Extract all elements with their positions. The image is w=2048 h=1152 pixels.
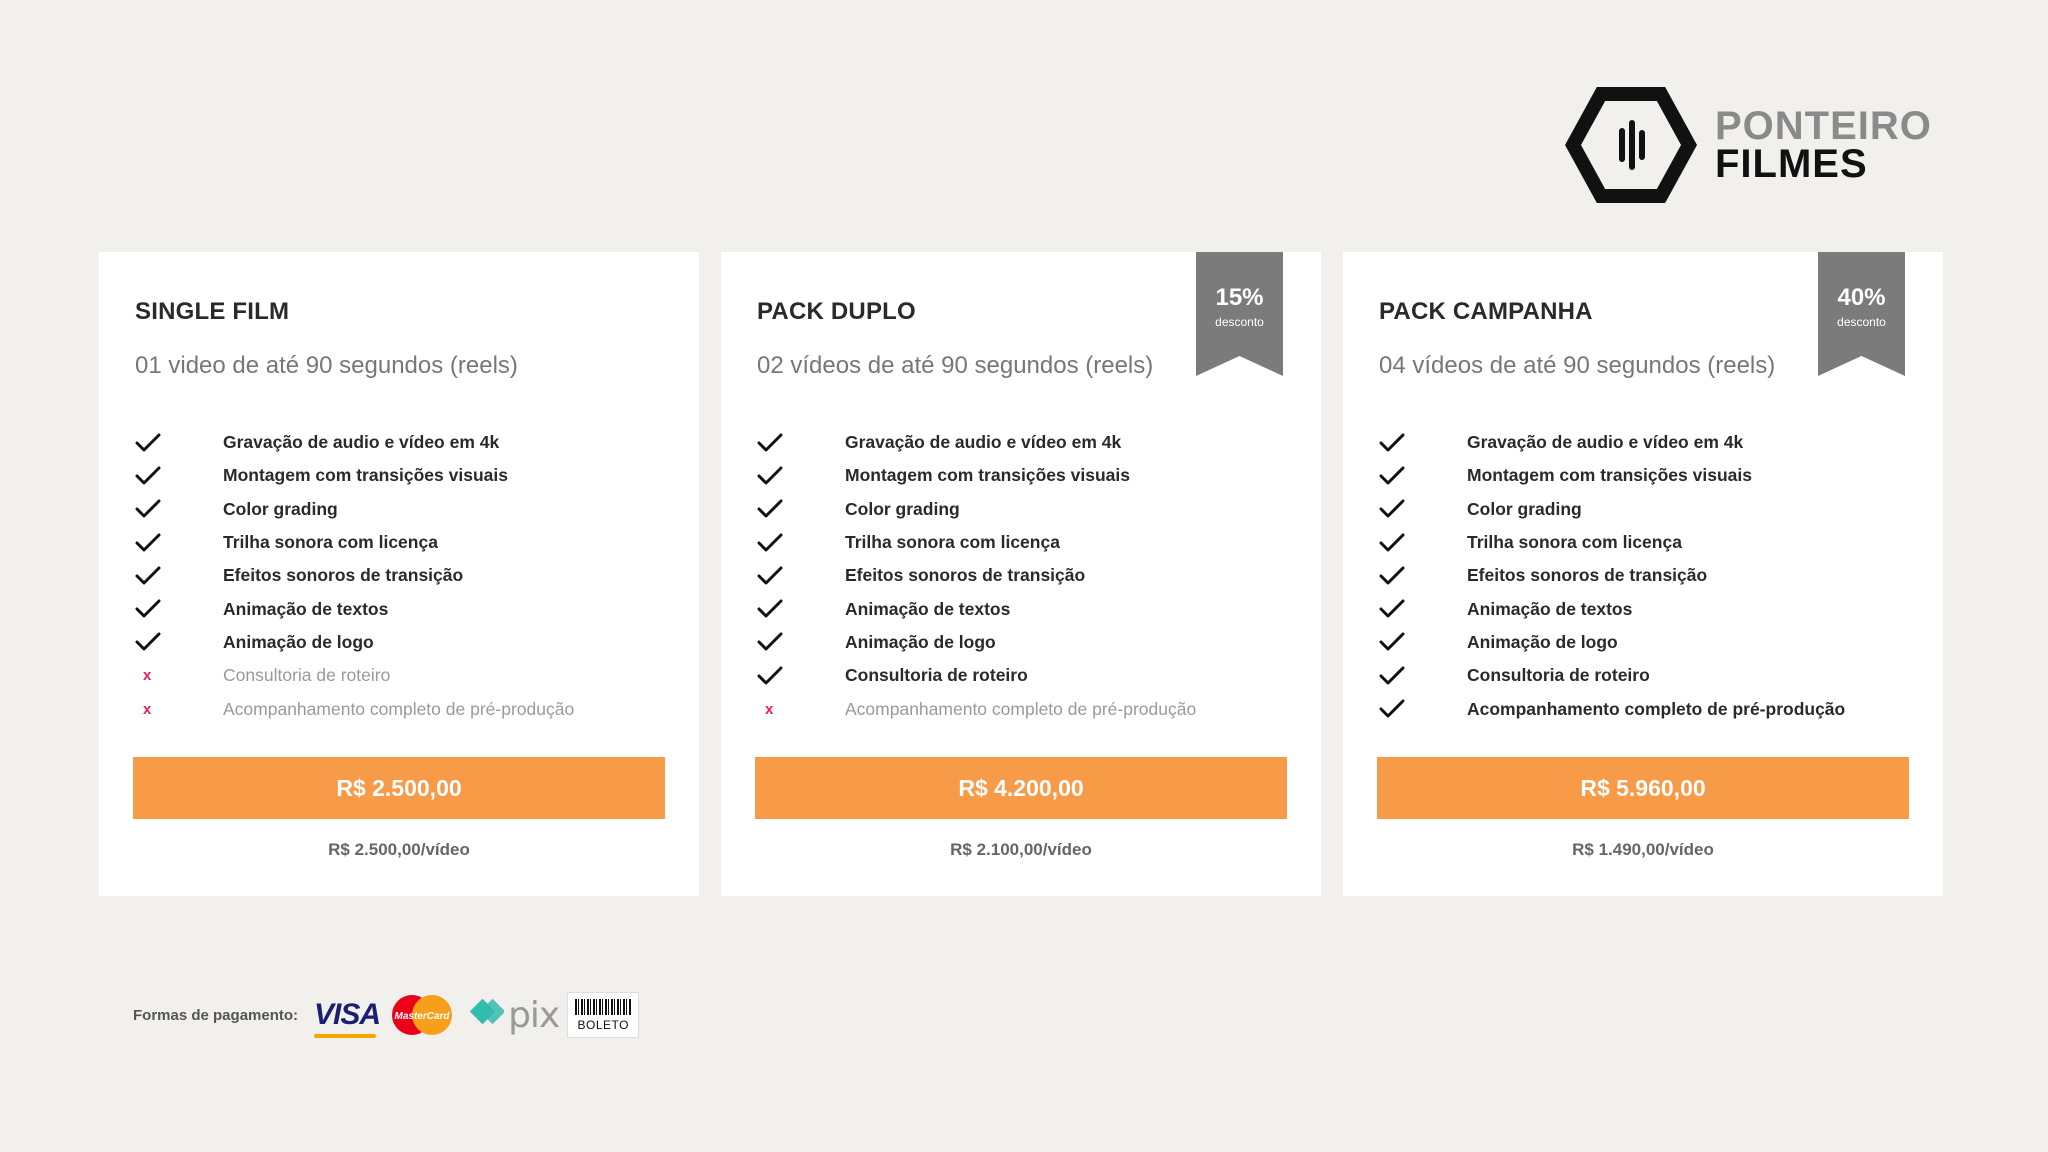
feature-text: Consultoria de roteiro bbox=[223, 665, 391, 686]
plan-title: PACK DUPLO bbox=[757, 298, 916, 325]
feature-item bbox=[1379, 592, 1845, 625]
feature-text: Trilha sonora com licença bbox=[1467, 532, 1682, 553]
feature-text: Consultoria de roteiro bbox=[845, 665, 1028, 686]
check-icon bbox=[757, 632, 845, 652]
cross-icon: x bbox=[143, 667, 152, 685]
boleto-icon bbox=[567, 992, 639, 1038]
feature-item bbox=[757, 526, 1196, 559]
feature-list bbox=[757, 426, 1196, 726]
feature-text: Animação de logo bbox=[223, 631, 374, 652]
feature-text: Montagem com transições visuais bbox=[845, 465, 1130, 486]
feature-text: Animação de logo bbox=[1467, 631, 1618, 652]
check-icon bbox=[135, 466, 223, 486]
feature-item bbox=[135, 559, 574, 592]
discount-ribbon bbox=[1196, 252, 1283, 376]
feature-item bbox=[1379, 526, 1845, 559]
check-icon bbox=[757, 499, 845, 519]
price-per-video: R$ 1.490,00/vídeo bbox=[1572, 840, 1714, 859]
feature-item bbox=[757, 592, 1196, 625]
check-icon bbox=[1379, 632, 1467, 652]
check-icon bbox=[1379, 599, 1467, 619]
pix-text: pix bbox=[508, 994, 560, 1036]
price-button[interactable]: R$ 2.500,00 bbox=[133, 757, 665, 819]
feature-item bbox=[135, 692, 574, 725]
feature-text: Gravação de audio e vídeo em 4k bbox=[1467, 432, 1744, 453]
feature-text: Color grading bbox=[1467, 498, 1582, 519]
visa-icon bbox=[314, 998, 380, 1032]
feature-text: Animação de textos bbox=[223, 598, 389, 619]
check-icon bbox=[757, 599, 845, 619]
price-per-video: R$ 2.500,00/vídeo bbox=[328, 840, 470, 859]
discount-percent: 15% bbox=[1215, 284, 1264, 311]
feature-text: Gravação de audio e vídeo em 4k bbox=[845, 432, 1122, 453]
feature-text: Animação de logo bbox=[845, 631, 996, 652]
feature-text: Acompanhamento completo de pré-produção bbox=[845, 698, 1197, 719]
check-icon bbox=[1379, 433, 1467, 453]
feature-item bbox=[757, 659, 1196, 692]
plan-card-pack-duplo bbox=[721, 252, 1321, 896]
feature-item bbox=[135, 592, 574, 625]
discount-ribbon bbox=[1818, 252, 1905, 376]
discount-label: desconto bbox=[1837, 315, 1886, 329]
check-icon bbox=[757, 433, 845, 453]
feature-text: Color grading bbox=[223, 498, 338, 519]
feature-item bbox=[1379, 493, 1845, 526]
feature-item bbox=[1379, 692, 1845, 725]
plan-subtitle: 02 vídeos de até 90 segundos (reels) bbox=[757, 352, 1154, 379]
hexagon-logo-icon bbox=[1565, 86, 1697, 204]
feature-item bbox=[1379, 626, 1845, 659]
plan-subtitle: 01 video de até 90 segundos (reels) bbox=[135, 352, 518, 379]
mastercard-text: MasterCard bbox=[394, 1011, 450, 1022]
feature-list bbox=[1379, 426, 1845, 726]
feature-item bbox=[135, 426, 574, 459]
feature-text: Trilha sonora com licença bbox=[223, 532, 438, 553]
discount-label: desconto bbox=[1215, 315, 1264, 329]
feature-text: Consultoria de roteiro bbox=[1467, 665, 1650, 686]
brand-logo bbox=[1565, 86, 1935, 204]
brand-name-line2: FILMES bbox=[1715, 142, 1868, 186]
feature-item bbox=[1379, 426, 1845, 459]
check-icon bbox=[1379, 699, 1467, 719]
check-icon bbox=[757, 466, 845, 486]
price-button[interactable]: R$ 4.200,00 bbox=[755, 757, 1287, 819]
check-icon bbox=[1379, 533, 1467, 553]
feature-item bbox=[135, 659, 574, 692]
ribbon-shape bbox=[1818, 252, 1905, 376]
cross-icon: x bbox=[765, 700, 774, 718]
plan-card-single-film bbox=[99, 252, 699, 896]
plan-subtitle: 04 vídeos de até 90 segundos (reels) bbox=[1379, 352, 1776, 379]
plan-title: SINGLE FILM bbox=[135, 298, 290, 325]
feature-text: Animação de textos bbox=[1467, 598, 1633, 619]
feature-item bbox=[135, 626, 574, 659]
payment-methods bbox=[133, 990, 647, 1040]
check-icon bbox=[135, 566, 223, 586]
check-icon bbox=[135, 433, 223, 453]
feature-text: Acompanhamento completo de pré-produção bbox=[223, 698, 575, 719]
boleto-text: BOLETO bbox=[577, 1017, 629, 1032]
check-icon bbox=[757, 566, 845, 586]
check-icon bbox=[1379, 566, 1467, 586]
feature-item bbox=[757, 493, 1196, 526]
price-button[interactable]: R$ 5.960,00 bbox=[1377, 757, 1909, 819]
payment-label: Formas de pagamento: bbox=[133, 1006, 299, 1024]
plan-title: PACK CAMPANHA bbox=[1379, 298, 1593, 325]
check-icon bbox=[135, 632, 223, 652]
feature-text: Efeitos sonoros de transição bbox=[223, 565, 464, 586]
feature-item bbox=[757, 559, 1196, 592]
feature-item bbox=[1379, 659, 1845, 692]
feature-item bbox=[757, 426, 1196, 459]
feature-item bbox=[135, 526, 574, 559]
feature-item bbox=[757, 626, 1196, 659]
mastercard-icon bbox=[388, 993, 456, 1037]
feature-text: Montagem com transições visuais bbox=[1467, 465, 1752, 486]
feature-text: Gravação de audio e vídeo em 4k bbox=[223, 432, 500, 453]
feature-item bbox=[135, 493, 574, 526]
feature-text: Animação de textos bbox=[845, 598, 1011, 619]
check-icon bbox=[757, 666, 845, 686]
pix-icon bbox=[464, 995, 559, 1036]
check-icon bbox=[1379, 499, 1467, 519]
check-icon bbox=[1379, 466, 1467, 486]
ribbon-shape bbox=[1196, 252, 1283, 376]
feature-text: Montagem com transições visuais bbox=[223, 465, 508, 486]
feature-text: Acompanhamento completo de pré-produção bbox=[1467, 698, 1846, 719]
brand-name-line1: PONTEIRO bbox=[1715, 104, 1932, 148]
plan-card-pack-campanha bbox=[1343, 252, 1943, 896]
visa-text: VISA bbox=[314, 998, 381, 1031]
feature-text: Color grading bbox=[845, 498, 960, 519]
check-icon bbox=[135, 499, 223, 519]
feature-text: Efeitos sonoros de transição bbox=[845, 565, 1086, 586]
feature-text: Efeitos sonoros de transição bbox=[1467, 565, 1708, 586]
check-icon bbox=[135, 599, 223, 619]
check-icon bbox=[757, 533, 845, 553]
feature-item bbox=[135, 459, 574, 492]
feature-item bbox=[1379, 459, 1845, 492]
discount-percent: 40% bbox=[1837, 284, 1886, 311]
feature-list bbox=[135, 426, 574, 726]
price-per-video: R$ 2.100,00/vídeo bbox=[950, 840, 1092, 859]
cross-icon: x bbox=[143, 700, 152, 718]
feature-item bbox=[757, 692, 1196, 725]
feature-item bbox=[1379, 559, 1845, 592]
feature-text: Trilha sonora com licença bbox=[845, 532, 1060, 553]
check-icon bbox=[1379, 666, 1467, 686]
feature-item bbox=[757, 459, 1196, 492]
check-icon bbox=[135, 533, 223, 553]
